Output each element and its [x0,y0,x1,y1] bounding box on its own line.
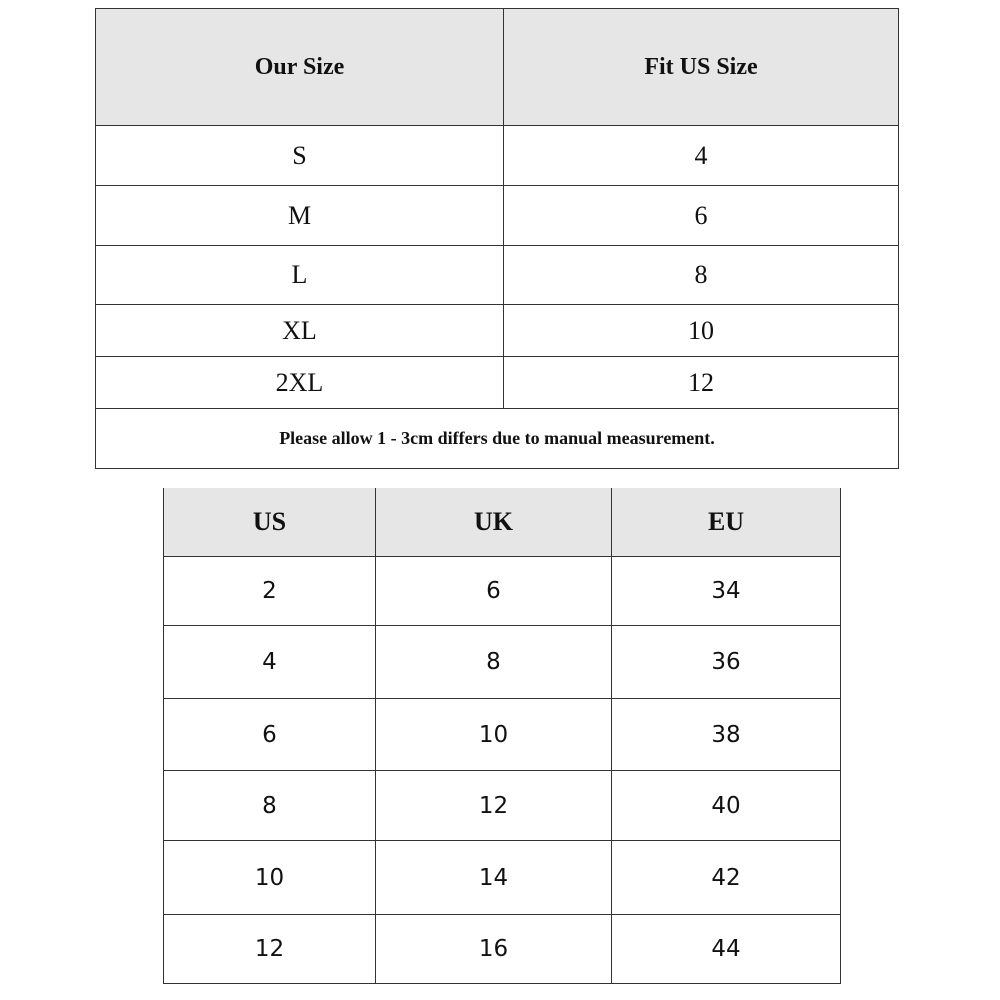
us-size-cell: 10 [164,841,376,915]
fit-us-size-cell: 6 [504,186,899,246]
measurement-note-row [96,409,899,469]
uk-size-cell: 6 [376,557,612,626]
uk-size-cell: 10 [376,699,612,771]
eu-size-cell: 44 [612,915,841,984]
uk-size-cell: 14 [376,841,612,915]
uk-size-cell: 8 [376,626,612,699]
us-size-cell: 12 [164,915,376,984]
uk-size-cell: 12 [376,771,612,841]
table-row [96,126,899,186]
table-row [164,699,841,771]
fit-us-size-cell: 4 [504,126,899,186]
header-us: US [164,488,376,557]
eu-size-cell: 42 [612,841,841,915]
fit-us-size-cell: 8 [504,246,899,305]
table-row [96,305,899,357]
header-uk: UK [376,488,612,557]
fit-us-size-cell: 10 [504,305,899,357]
header-our-size: Our Size [96,9,504,126]
our-size-cell: S [96,126,504,186]
conversion-header-row [164,488,841,557]
table-row [164,841,841,915]
us-size-cell: 4 [164,626,376,699]
table-row [164,915,841,984]
table-row [164,626,841,699]
our-size-cell: M [96,186,504,246]
our-size-cell: XL [96,305,504,357]
table-row [96,357,899,409]
header-eu: EU [612,488,841,557]
size-chart-table [95,8,899,469]
eu-size-cell: 36 [612,626,841,699]
our-size-cell: 2XL [96,357,504,409]
our-size-cell: L [96,246,504,305]
eu-size-cell: 40 [612,771,841,841]
size-chart-header-row [96,9,899,126]
us-size-cell: 6 [164,699,376,771]
fit-us-size-cell: 12 [504,357,899,409]
measurement-note: Please allow 1 - 3cm differs due to manual measurement. [96,409,899,469]
size-conversion-table [163,488,841,984]
uk-size-cell: 16 [376,915,612,984]
us-size-cell: 8 [164,771,376,841]
table-row [96,246,899,305]
eu-size-cell: 34 [612,557,841,626]
table-row [164,771,841,841]
eu-size-cell: 38 [612,699,841,771]
us-size-cell: 2 [164,557,376,626]
header-fit-us-size: Fit US Size [504,9,899,126]
table-row [96,186,899,246]
table-row [164,557,841,626]
